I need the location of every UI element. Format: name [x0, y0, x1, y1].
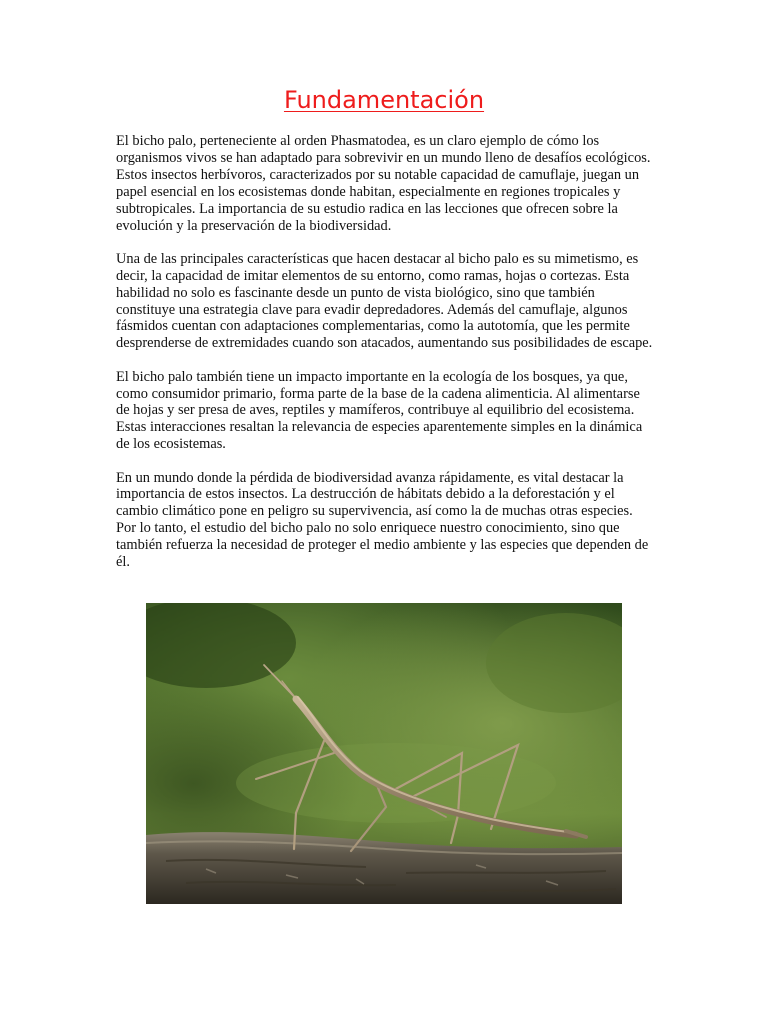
stick-insect-photo	[146, 603, 622, 904]
document-body	[116, 133, 656, 587]
paragraph-mimetism: Una de las principales características que hacen destacar al bicho palo es su mimetismo, es decir, la capacidad de imitar elementos de su entorno, como ramas, hojas o cortezas. Esta habilidad no solo es fascinante desde un punto de vista biológico, sino que también constituye una estrategia clave para evadir depredadores. Además del camuflaje, algunos fásmidos cuentan con adaptaciones complementarias, como la autotomía, que les permite desprenderse de extremidades cuando son atacados, aumentando sus posibilidades de escape.	[116, 250, 653, 352]
paragraph-intro: El bicho palo, perteneciente al orden Phasmatodea, es un claro ejemplo de cómo los organismos vivos se han adaptado para sobrevivir en un mundo lleno de desafíos ecológicos. Estos insectos herbívoros, caracterizados por su notable capacidad de camuflaje, juegan un papel esencial en los ecosistemas donde habitan, especialmente en regiones tropicales y subtropicales. La importancia de su estudio radica en las lecciones que ofrecen sobre la evolución y la preservación de la biodiversidad.	[116, 133, 651, 234]
paragraph-conservation: En un mundo donde la pérdida de biodiversidad avanza rápidamente, es vital destacar la importancia de estos insectos. La destrucción de hábitats debido a la deforestación y el cambio climático pone en peligro su supervivencia, así como la de muchas otras especies. Por lo tanto, el estudio del bicho palo no solo enriquece nuestro conocimiento, sino que también refuerza la necesidad de proteger el medio ambiente y las especies que dependen de él.	[116, 469, 649, 571]
document-title: Fundamentación	[283, 86, 485, 114]
paragraph-ecology: El bicho palo también tiene un impacto importante en la ecología de los bosques, ya que, como consumidor primario, forma parte de la base de la cadena alimenticia. Al alimentarse de hojas y ser presa de aves, reptiles y mamíferos, contribuye al equilibrio del ecosistema. Estas interacciones resaltan la relevancia de especies aparentemente simples en la dinámica de los ecosistemas.	[116, 368, 643, 453]
